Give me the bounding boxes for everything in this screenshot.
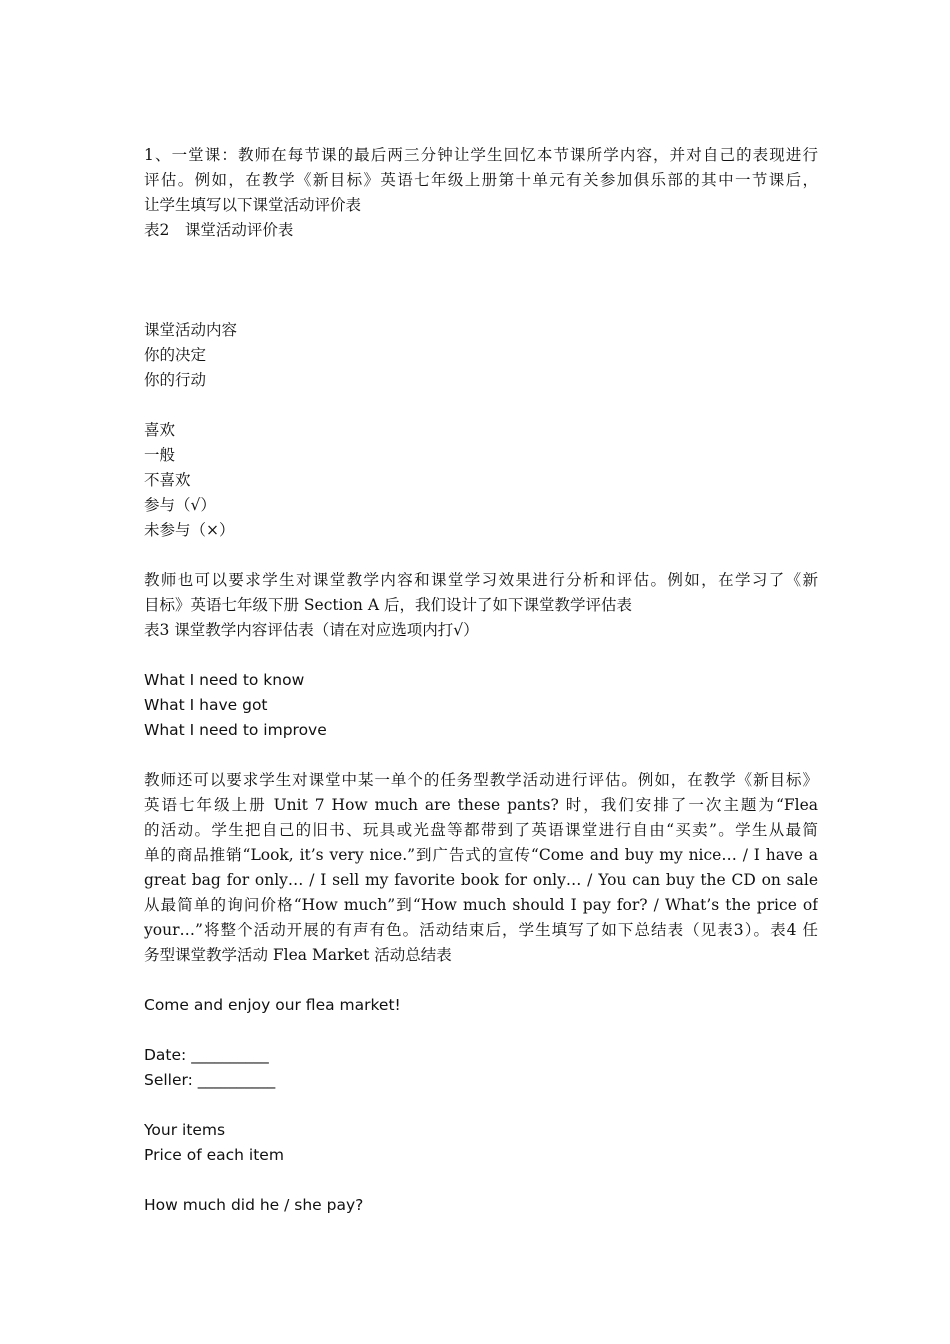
table2-header-content: 课堂活动内容 bbox=[144, 321, 238, 339]
table4-col-price: Price of each item bbox=[144, 1146, 284, 1164]
para3-line-5: great bag for only… / I sell my favorite book for only… / You can buy the CD on sale bbox=[144, 871, 818, 889]
spacer bbox=[144, 1168, 818, 1193]
spacer bbox=[144, 543, 818, 568]
intro-line-3: 让学生填写以下课堂活动评价表 bbox=[144, 196, 362, 214]
table3-row-need-to-know: What I need to know bbox=[144, 671, 305, 689]
para3-line-4: 单的商品推销“Look, it’s very nice.”到广告式的宣传“Come and buy my nice… / I have a bbox=[144, 846, 818, 864]
table2-option-dislike: 不喜欢 bbox=[144, 471, 191, 489]
spacer bbox=[144, 743, 818, 768]
table2-option-not-participated: 未参与（×） bbox=[144, 521, 235, 539]
table4-date-field: Date: __________ bbox=[144, 1046, 269, 1064]
intro-line-2: 评估。例如，在教学《新目标》英语七年级上册第十单元有关参加俱乐部的其中一节课后， bbox=[144, 171, 818, 189]
table4-col-paid: How much did he / she pay? bbox=[144, 1196, 364, 1214]
para3-line-7: your…”将整个活动开展的有声有色。活动结束后，学生填写了如下总结表（见表3）。表4 任 bbox=[144, 921, 818, 939]
spacer bbox=[144, 243, 818, 318]
para3-line-3: 的活动。学生把自己的旧书、玩具或光盘等都带到了英语课堂进行自由“买卖”。学生从最简 bbox=[144, 821, 818, 839]
para3-line-2: 英语七年级上册 Unit 7 How much are these pants? 时，我们安排了一次主题为“Flea bbox=[144, 796, 818, 814]
table2-header-action: 你的行动 bbox=[144, 371, 207, 389]
para2-line-2: 目标》英语七年级下册 Section A 后，我们设计了如下课堂教学评估表 bbox=[144, 596, 632, 614]
spacer bbox=[144, 968, 818, 993]
table2-option-participated: 参与（√） bbox=[144, 496, 216, 514]
table3-caption: 表3 课堂教学内容评估表（请在对应选项内打√） bbox=[144, 621, 479, 639]
spacer bbox=[144, 1018, 818, 1043]
para3-line-6: 从最简单的询问价格“How much”到“How much should I pay for? / What’s the price of bbox=[144, 896, 818, 914]
table4-col-items: Your items bbox=[144, 1121, 226, 1139]
spacer bbox=[144, 393, 818, 418]
para2-line-1: 教师也可以要求学生对课堂教学内容和课堂学习效果进行分析和评估。例如，在学习了《新 bbox=[144, 571, 818, 589]
table2-option-like: 喜欢 bbox=[144, 421, 176, 439]
table2-header-decision: 你的决定 bbox=[144, 346, 207, 364]
table2-caption: 表2 课堂活动评价表 bbox=[144, 221, 294, 239]
table4-seller-field: Seller: __________ bbox=[144, 1071, 276, 1089]
intro-line-1: 1、一堂课：教师在每节课的最后两三分钟让学生回忆本节课所学内容，并对自己的表现进行 bbox=[144, 146, 818, 164]
spacer bbox=[144, 1093, 818, 1118]
document-body bbox=[144, 143, 818, 1218]
spacer bbox=[144, 643, 818, 668]
para3-line-8: 务型课堂教学活动 Flea Market 活动总结表 bbox=[144, 946, 452, 964]
table4-title: Come and enjoy our flea market! bbox=[144, 996, 401, 1014]
para3-line-1: 教师还可以要求学生对课堂中某一单个的任务型教学活动进行评估。例如，在教学《新目标》 bbox=[144, 771, 818, 789]
table3-row-need-to-improve: What I need to improve bbox=[144, 721, 327, 739]
table3-row-have-got: What I have got bbox=[144, 696, 268, 714]
table2-option-average: 一般 bbox=[144, 446, 176, 464]
